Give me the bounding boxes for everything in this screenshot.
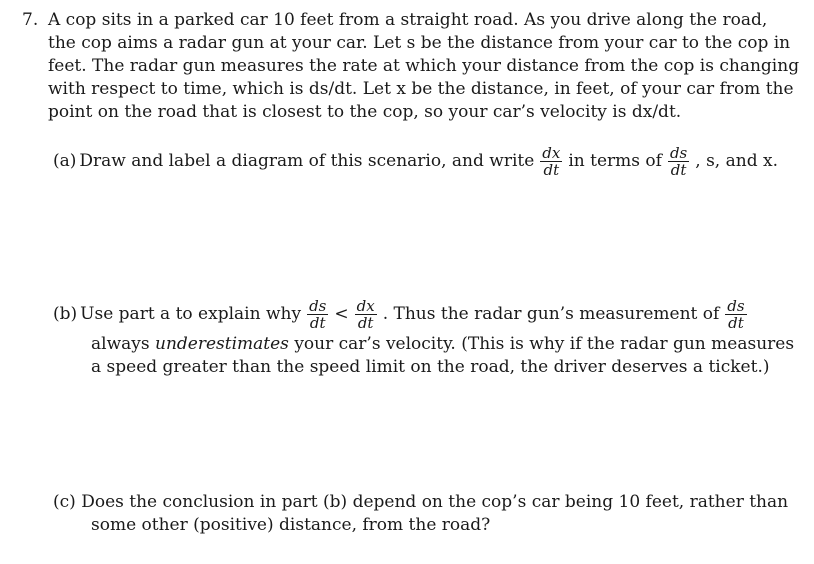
part-b-line-2-pre: always: [91, 334, 150, 354]
part-b-line-2-post: your car’s velocity. (This is why if the radar gun measures: [294, 334, 795, 354]
fraction-ds-dt: [307, 298, 328, 331]
part-a-text-2: in terms of: [568, 151, 662, 171]
fraction-denominator: dt: [725, 314, 746, 331]
fraction-denominator: dt: [540, 161, 562, 178]
part-b-emphasis: underestimates: [155, 334, 289, 354]
less-than-sign: <: [334, 304, 349, 324]
part-a: [53, 143, 778, 179]
part-c-line-2: some other (positive) distance, from the road?: [91, 515, 491, 535]
problem-number: 7.: [22, 10, 39, 30]
fraction-denominator: dt: [668, 161, 689, 178]
part-b-text-2: . Thus the radar gun’s measurement of: [382, 304, 720, 324]
part-b-label: (b): [53, 304, 78, 324]
fraction-dx-dt: [355, 298, 377, 331]
fraction-denominator: dt: [307, 314, 328, 331]
fraction-dx-dt: [540, 145, 562, 178]
problem-stem-line-4: with respect to time, which is ds/dt. Let x be the distance, in feet, of your car from the: [48, 79, 794, 99]
part-a-text-1: Draw and label a diagram of this scenario, and write: [79, 151, 535, 171]
part-a-text-3: , s, and x.: [695, 151, 778, 171]
fraction-ds-dt: [725, 298, 746, 331]
part-a-label: (a): [53, 151, 77, 171]
part-c-label: (c): [53, 492, 76, 512]
problem-stem-line-2: the cop aims a radar gun at your car. Let s be the distance from your car to the cop in: [48, 33, 791, 53]
part-b-text-1: Use part a to explain why: [80, 304, 302, 324]
fraction-numerator: dx: [542, 143, 561, 162]
fraction-denominator: dt: [355, 314, 377, 331]
part-b-line-3: a speed greater than the speed limit on the road, the driver deserves a ticket.): [91, 357, 770, 377]
fraction-numerator: ds: [727, 296, 745, 315]
fraction-numerator: ds: [669, 143, 688, 162]
part-b-line-1: [53, 296, 750, 332]
fraction-ds-dt: [668, 145, 689, 178]
part-c-line-1: [53, 491, 788, 513]
fraction-numerator: ds: [309, 296, 327, 315]
part-b-line-2: [91, 333, 794, 355]
fraction-numerator: dx: [356, 296, 375, 315]
problem-stem-line-5: point on the road that is closest to the cop, so your car’s velocity is dx/dt.: [48, 102, 682, 122]
problem-stem-line-3: feet. The radar gun measures the rate at which your distance from the cop is changing: [48, 56, 800, 76]
problem-stem-line-1: A cop sits in a parked car 10 feet from a straight road. As you drive along the road,: [48, 10, 768, 30]
part-c-text-1: Does the conclusion in part (b) depend on the cop’s car being 10 feet, rather than: [81, 492, 789, 512]
